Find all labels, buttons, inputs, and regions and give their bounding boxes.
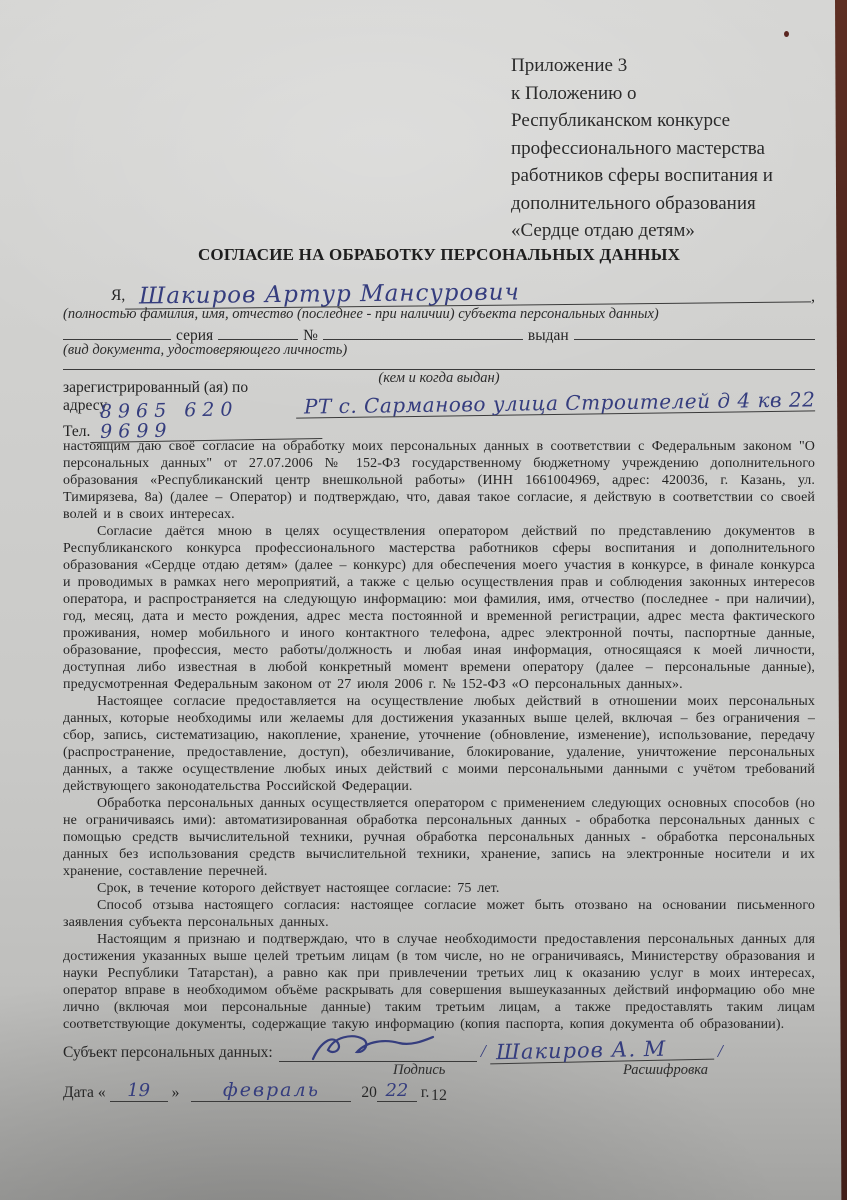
name-trailing-comma: , (811, 288, 815, 305)
name-line (63, 276, 815, 310)
name-hint: (полностью фамилия, имя, отчество (последнее - при наличии) субъекта персональных данных) (63, 306, 659, 322)
close-quote: » (171, 1084, 180, 1101)
ink-speck (784, 31, 789, 37)
issuer-hint: (кем и когда выдан) (378, 370, 500, 386)
year-suffix-label: г. (420, 1084, 430, 1101)
photo-background-edge (827, 0, 847, 1200)
consent-paragraph: Срок, в течение которого действует настоящее согласие: 75 лет. (97, 881, 500, 896)
passport-line (63, 324, 815, 342)
year-century-label: 20 (361, 1084, 377, 1101)
date-year-handwritten: 22 (377, 1080, 417, 1102)
signature-scribble (307, 1031, 437, 1065)
appendix-note-line: профессионального мастерства (511, 137, 765, 159)
number-blank (323, 324, 523, 340)
slash-separator: / (480, 1041, 486, 1061)
issuer-line (63, 358, 815, 370)
slash-separator: / (717, 1041, 723, 1061)
date-day-handwritten: 19 (110, 1080, 168, 1102)
ya-label: Я, (111, 287, 126, 304)
rasshifrovka-handwritten: Шакиров А. М (490, 1037, 714, 1065)
doc-type-blank (63, 324, 171, 340)
consent-body (63, 438, 815, 1033)
consent-paragraph: Способ отзыва настоящего согласия: настоящее согласие может быть отозвано на основании письменного заявления субъекта персональных данных. (63, 898, 815, 930)
form-section (63, 276, 815, 441)
appendix-note-line: Приложение 3 (511, 55, 628, 76)
consent-paragraph: Обработка персональных данных осуществляется оператором с применением следующих основных способов (но не ограничиваясь ими): автоматизированная обработка персональных данных - обработка персональных данных с помощью средств вычислительной техники, ручная обработка персональных данных - обработка персональных данных без использования средств вычислительной техники, хранение, запись на электронные носители и их хранение, составление перечней. (63, 796, 815, 879)
phone-label: Тел. (63, 423, 91, 440)
appendix-note-line: к Положению о (511, 82, 637, 104)
page-number: 12 (431, 1087, 447, 1104)
name-handwritten: Шакиров Артур Мансурович (125, 277, 811, 309)
document-title: СОГЛАСИЕ НА ОБРАБОТКУ ПЕРСОНАЛЬНЫХ ДАННЫХ (197, 245, 681, 264)
rasshifrovka-caption: Расшифровка (623, 1062, 708, 1078)
address-label: зарегистрированный (ая) по адресу (63, 379, 249, 414)
signature-section (63, 1038, 815, 1080)
address-handwritten: РТ с. Сармaново улица Строителей д 4 кв 22 (295, 389, 815, 418)
date-month-handwritten: февраль (191, 1079, 351, 1102)
signature-field (279, 1038, 477, 1062)
podpis-caption: Подпись (393, 1062, 446, 1078)
signature-line-row (63, 1036, 815, 1065)
doc-type-hint: (вид документа, удостоверяющего личность) (63, 342, 348, 358)
appendix-note-line: «Сердце отдаю детям» (511, 220, 695, 241)
seriya-label: серия (176, 326, 214, 344)
seriya-blank (218, 324, 298, 340)
appendix-note (511, 52, 773, 245)
vydan-blank (574, 324, 815, 340)
consent-paragraph: настоящим даю своё согласие на обработку моих персональных данных в соответствии с Федеральным законом "О персональных данных" от 27.07.2006 № 152-ФЗ государственному бюджетному учреждению дополнительного образования «Республиканский центр внешкольной работы» (ИНН 1661004969, адрес: 420036, г. Казань, ул. Тимирязева, 8а) (далее – Оператор) и подтверждаю, что, давая такое согласие, я действую в соответствии со своей волей и в своих интересах. (63, 439, 815, 522)
appendix-note-line: дополнительного образования (511, 192, 756, 214)
consent-paragraph: Настоящее согласие предоставляется на осуществление любых действий в отношении моих персональных данных, которые необходимы или желаемы для достижения указанных выше целей, включая – без ограничения – сбор, запись, систематизацию, накопление, хранение, уточнение (обновление, изменение), использование, передачу (распространение, предоставление, доступ), обезличивание, блокирование, удаление, уничтожение персональных данных, а также осуществление любых иных действий с моими персональными данными с учётом требований действующего законодательства Российской Федерации. (63, 694, 815, 794)
appendix-note-line: Республиканском конкурсе (511, 110, 731, 131)
open-quote: « (97, 1084, 106, 1101)
subject-label: Субъект персональных данных: (63, 1044, 273, 1061)
consent-paragraph: Настоящим я признаю и подтверждаю, что в случае необходимости предоставления персональных данных для достижения указанных выше целей третьим лицам (в том числе, но не ограничиваясь, Министерству образования и науки Республики Татарстан), а равно как при привлечении третьих лиц к оказанию услуг в моих интересах, оператор вправе в необходимом объёме раскрывать для совершения вышеуказанных действий информацию обо мне лично (включая мои персональные данные) таким третьим лицам, а также предоставлять таким лицам соответствующие документы, содержащие такую информацию (копия паспорта, копия документа об образовании). (63, 932, 815, 1032)
number-label: № (303, 326, 318, 344)
phone-handwritten: 8965 620 9699 (90, 398, 323, 443)
consent-paragraph: Согласие даётся мною в целях осуществления оператором действий по представлению документов в Республиканского конкурса профессионального мастерства работников сферы воспитания и дополнительного образования «Сердце отдаю детям» (далее – конкурс) для обеспечения моего участия в конкурсе, в финале конкурса и проводимых в рамках него мероприятий, а также с целью осуществления прав и соблюдения законных интересов оператора, и распространяется на следующую информацию: мои фамилия, имя, отчество (последнее - при наличии), год, месяц, дата и место рождения, адрес места постоянной и временной регистрации, адрес места фактического проживания, номер мобильного и иного контактного телефона, адрес электронной почты, паспортные данные, образование, профессия, место работы/должность и любая иная информация, относящаяся к моей личности, доступная либо известная в любой конкретный момент времени оператору (далее – персональные данные), предусмотренная Федеральным законом от 27 июля 2006 г. № 152-ФЗ «О персональных данных». (63, 524, 815, 692)
appendix-note-line: работников сферы воспитания и (511, 165, 773, 186)
date-label: Дата (63, 1084, 94, 1101)
vydan-label: выдан (527, 326, 569, 344)
